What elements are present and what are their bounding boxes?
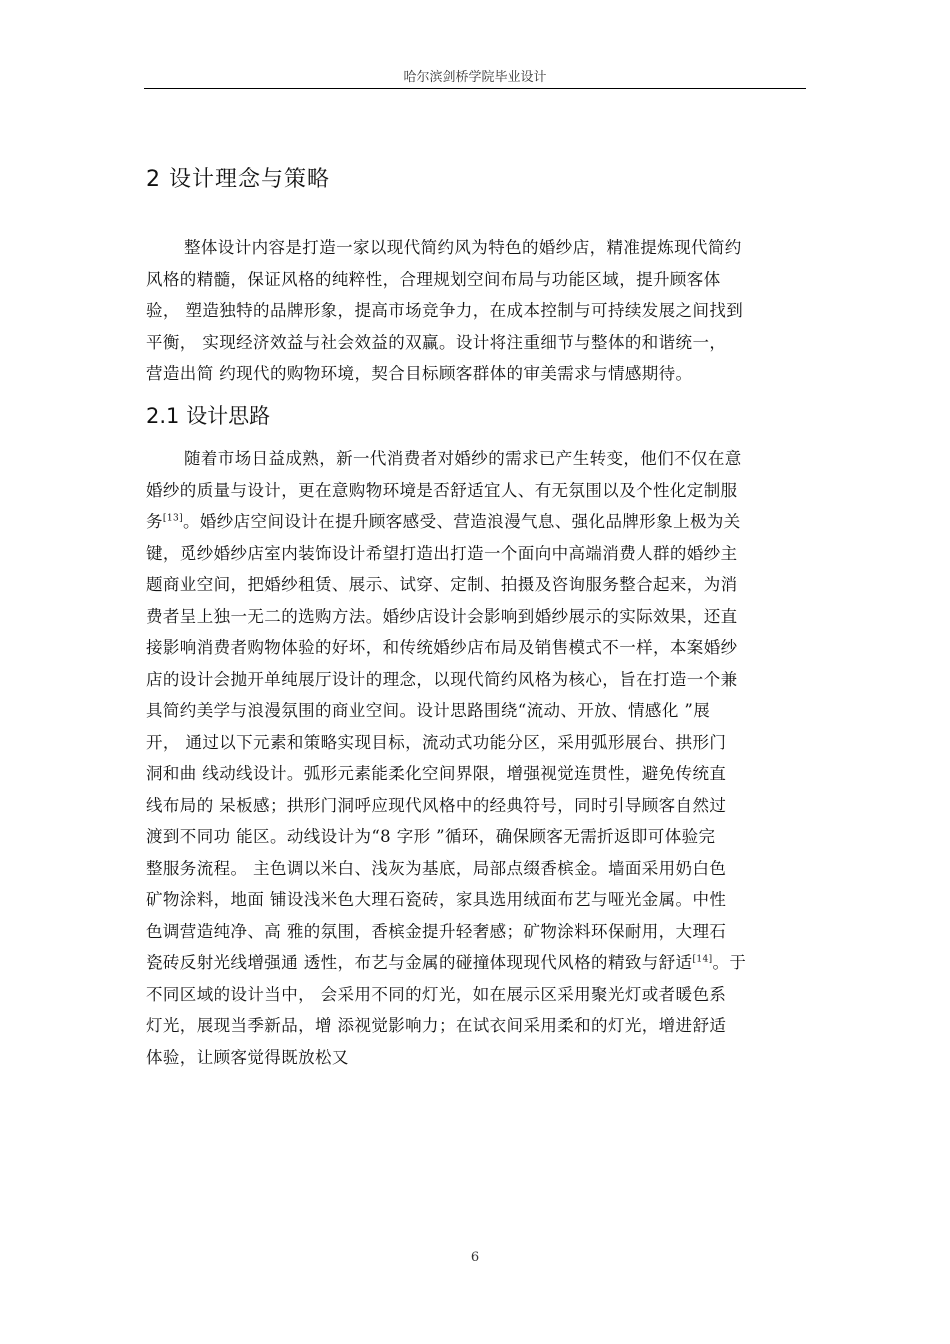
intro-paragraph <box>146 232 816 390</box>
body-line: 洞和曲 线动线设计。弧形元素能柔化空间界限，增强视觉连贯性，避免传统直 <box>146 764 727 783</box>
body-line: 题商业空间，把婚纱租赁、展示、试穿、定制、拍摄及咨询服务整合起来，为消 <box>146 575 738 594</box>
citation-ref: [14] <box>692 954 713 965</box>
body-text: 务 <box>146 512 163 531</box>
body-text: 。婚纱店空间设计在提升顾客感受、营造浪漫气息、强化品牌形象上极为关 <box>182 512 741 531</box>
body-paragraph <box>146 443 816 1073</box>
body-line: 整服务流程。 主色调以米白、浅灰为基底，局部点缀香槟金。墙面采用奶白色 <box>146 858 727 878</box>
intro-line: 平衡， 实现经济效益与社会效益的双赢。设计将注重细节与整体的和谐统一， <box>146 332 727 352</box>
intro-line: 风格的精髓，保证风格的纯粹性，合理规划空间布局与功能区域，提升顾客体 <box>146 269 721 289</box>
body-line: 矿物涂料，地面 铺设浅米色大理石瓷砖，家具选用绒面布艺与哑光金属。中性 <box>146 890 727 909</box>
chapter-title: 2 设计理念与策略 <box>146 167 330 192</box>
citation-ref: [13] <box>162 513 183 524</box>
body-line: 费者呈上独一无二的选购方法。婚纱店设计会影响到婚纱展示的实际效果，还直 <box>146 606 738 626</box>
body-line: 店的设计会抛开单纯展厅设计的理念，以现代简约风格为核心，旨在打造一个兼 <box>146 669 738 689</box>
body-line: 键，觅纱婚纱店室内装饰设计希望打造出打造一个面向中高端消费人群的婚纱主 <box>146 543 738 563</box>
body-line <box>146 947 816 979</box>
intro-line: 验， 塑造独特的品牌形象，提高市场竞争力，在成本控制与可持续发展之间找到 <box>146 301 744 320</box>
body-line: 接影响消费者购物体验的好坏，和传统婚纱店布局及销售模式不一样，本案婚纱 <box>146 638 738 657</box>
body-line: 线布局的 呆板感；拱形门洞呼应现代风格中的经典符号，同时引导顾客自然过 <box>146 795 727 815</box>
body-line: 开， 通过以下元素和策略实现目标，流动式功能分区，采用弧形展台、拱形门 <box>146 732 727 752</box>
body-line: 婚纱的质量与设计，更在意购物环境是否舒适宜人、有无氛围以及个性化定制服 <box>146 480 738 500</box>
body-line: 随着市场日益成熟，新一代消费者对婚纱的需求已产生转变，他们不仅在意 <box>184 449 742 468</box>
section-title: 2.1 设计思路 <box>146 404 271 428</box>
body-line: 色调营造纯净、高 雅的氛围，香槟金提升轻奢感；矿物涂料环保耐用，大理石 <box>146 921 727 941</box>
intro-line: 整体设计内容是打造一家以现代简约风为特色的婚纱店，精准提炼现代简约 <box>184 238 742 257</box>
body-line: 具简约美学与浪漫氛围的商业空间。设计思路围绕“流动、开放、情感化 ”展 <box>146 701 711 720</box>
header-rule <box>144 88 806 89</box>
page-header: 哈尔滨剑桥学院毕业设计 <box>403 70 547 85</box>
body-text: 。于 <box>712 953 747 972</box>
body-text: 瓷砖反射光线增强通 透性，布艺与金属的碰撞体现现代风格的精致与舒适 <box>146 953 693 972</box>
page-number: 6 <box>470 1250 480 1265</box>
intro-line: 营造出简 约现代的购物环境，契合目标顾客群体的审美需求与情感期待。 <box>146 364 693 383</box>
body-line: 不同区域的设计当中， 会采用不同的灯光，如在展示区采用聚光灯或者暖色系 <box>146 984 727 1004</box>
body-line: 灯光，展现当季新品，增 添视觉影响力；在试衣间采用柔和的灯光，增进舒适 <box>146 1016 727 1035</box>
body-line: 渡到不同功 能区。动线设计为“8 字形 ”循环，确保顾客无需折返即可体验完 <box>146 827 716 846</box>
body-line <box>146 506 816 538</box>
body-line: 体验，让顾客觉得既放松又 <box>146 1047 349 1067</box>
